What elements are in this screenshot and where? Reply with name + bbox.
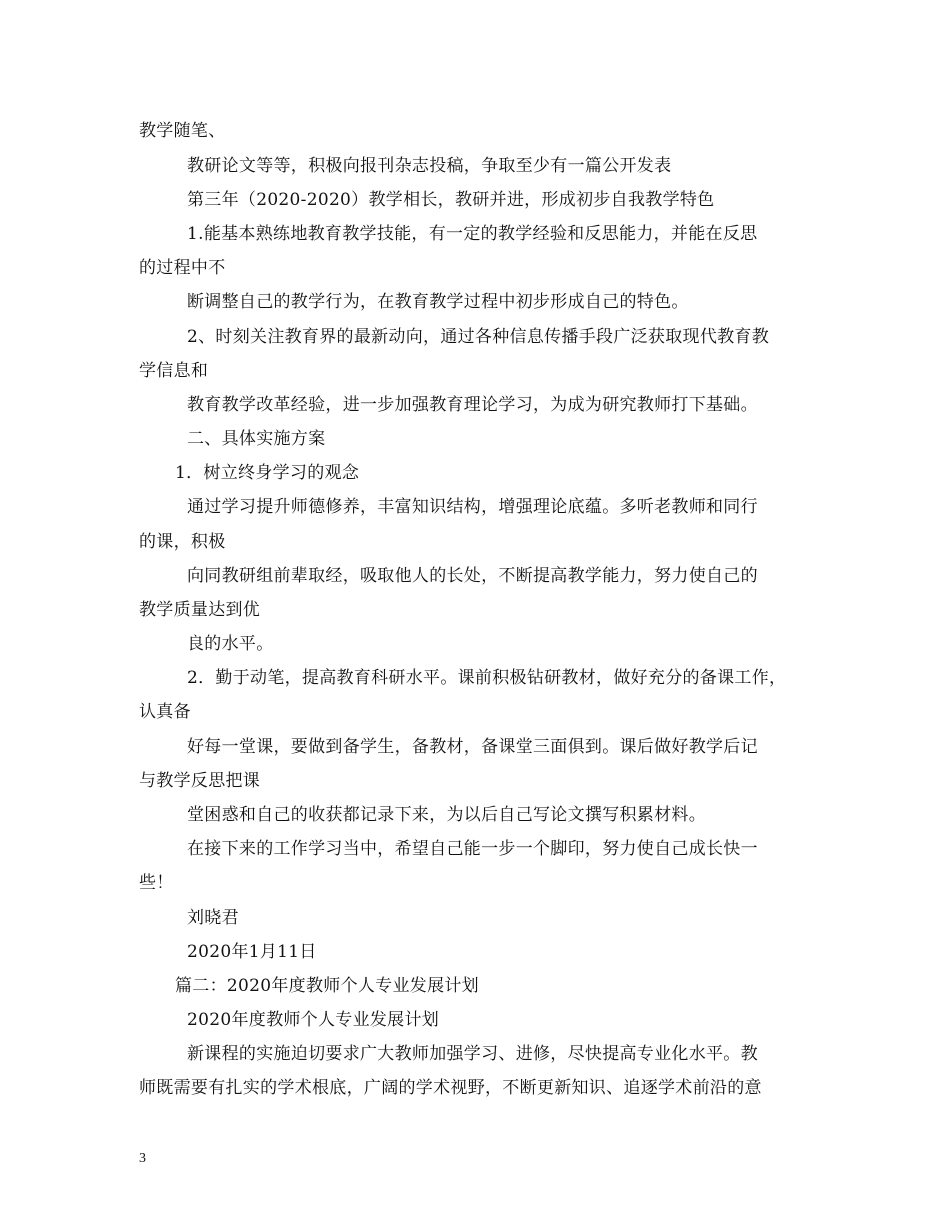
text-line: 好每一堂课，要做到备学生，备教材，备课堂三面俱到。课后做好教学后记 <box>187 737 758 757</box>
text-line: 认真备 <box>139 702 191 722</box>
text-line: 在接下来的工作学习当中，希望自己能一步一个脚印，努力使自己成长快一 <box>187 839 758 859</box>
chapter-heading: 篇二：2020年度教师个人专业发展计划 <box>175 976 479 996</box>
text-line: 教研论文等等，积极向报刊杂志投稿，争取至少有一篇公开发表 <box>187 156 672 176</box>
text-line: 教学随笔、 <box>139 121 226 141</box>
text-line: 通过学习提升师德修养，丰富知识结构，增强理论底蕴。多听老教师和同行 <box>187 497 758 517</box>
text-line: 学信息和 <box>139 361 209 381</box>
text-line: 堂困惑和自己的收获都记录下来，为以后自己写论文撰写积累材料。 <box>187 805 706 825</box>
text-line: 断调整自己的教学行为，在教育教学过程中初步形成自己的特色。 <box>187 292 689 312</box>
document-title: 2020年度教师个人专业发展计划 <box>187 1010 440 1030</box>
text-line: 2、时刻关注教育界的最新动向，通过各种信息传播手段广泛获取现代教育教 <box>187 327 770 347</box>
text-line: 向同教研组前辈取经，吸取他人的长处，不断提高教学能力，努力使自己的 <box>187 566 758 586</box>
text-line: 第三年（2020-2020）教学相长，教研并进，形成初步自我教学特色 <box>187 190 715 210</box>
text-line: 良的水平。 <box>187 634 274 654</box>
signature-date: 2020年1月11日 <box>187 942 317 962</box>
signature-name: 刘晓君 <box>187 908 239 928</box>
text-line: 教育教学改革经验，进一步加强教育理论学习，为成为研究教师打下基础。 <box>187 395 758 415</box>
text-line: 与教学反思把课 <box>139 771 261 791</box>
section-heading: 二、具体实施方案 <box>187 429 326 449</box>
text-line: 些！ <box>139 873 174 893</box>
text-line: 师既需要有扎实的学术根底，广阔的学术视野，不断更新知识、追逐学术前沿的意 <box>139 1078 762 1098</box>
text-line: 2．勤于动笔，提高教育科研水平。课前积极钻研教材，做好充分的备课工作， <box>187 668 787 688</box>
text-line: 新课程的实施迫切要求广大教师加强学习、进修，尽快提高专业化水平。教 <box>187 1044 758 1064</box>
text-line: 1.能基本熟练地教育教学技能，有一定的教学经验和反思能力，并能在反思 <box>187 224 758 244</box>
text-line: 的过程中不 <box>139 258 226 278</box>
text-line: 的课，积极 <box>139 532 226 552</box>
subsection-heading: 1．树立终身学习的观念 <box>175 463 360 483</box>
text-line: 教学质量达到优 <box>139 600 261 620</box>
page-number: 3 <box>139 1151 146 1166</box>
